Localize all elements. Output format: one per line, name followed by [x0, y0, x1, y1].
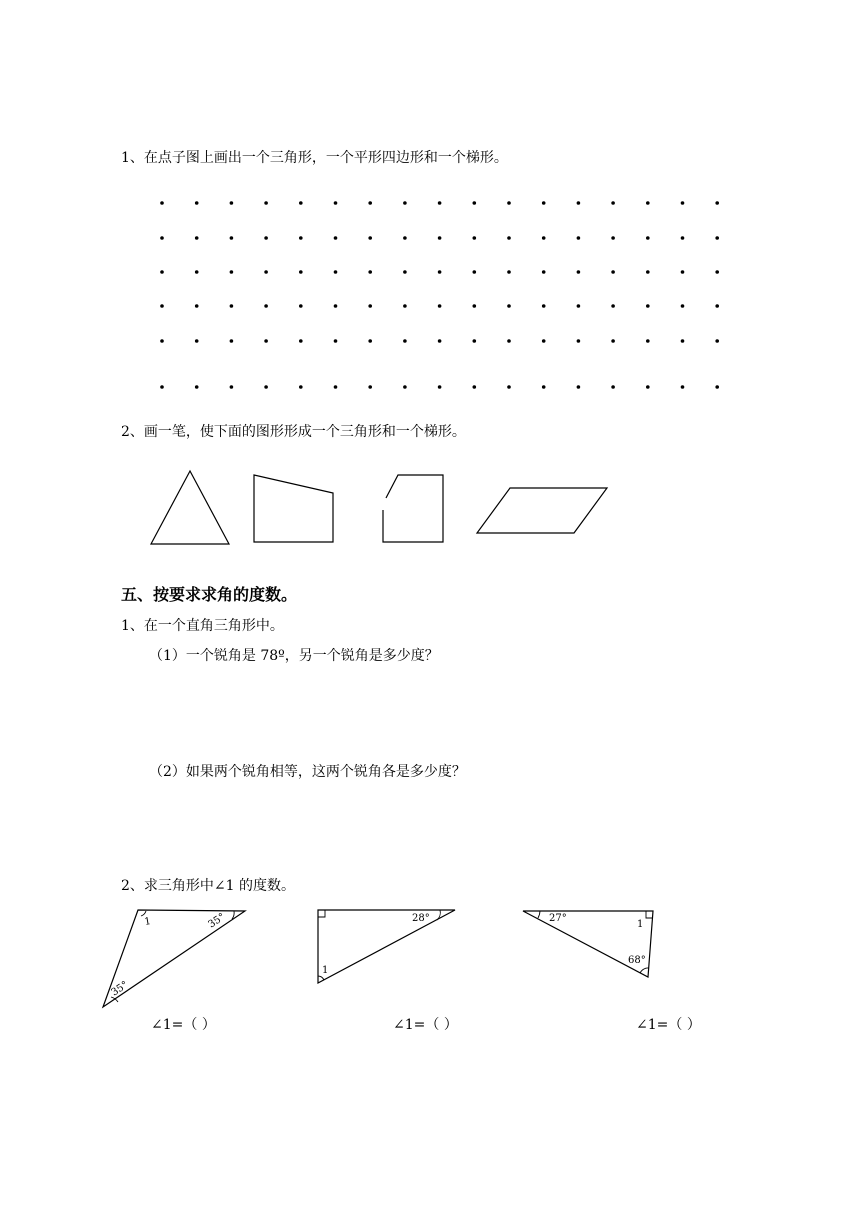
question-1-text: 1、在点子图上画出一个三角形，一个平形四边形和一个梯形。 — [121, 150, 508, 166]
triangle-2-angle-1-label: 1 — [322, 965, 329, 976]
triangle-3 — [523, 911, 653, 977]
triangle-3-angle-bottom-label: 68° — [628, 955, 646, 966]
triangle-2-answer-blank[interactable]: ∠1=（ ） — [393, 1017, 458, 1033]
triangle-1-angle-top-label: 35° — [206, 911, 228, 931]
section-5-sub-2: 2、求三角形中∠1 的度数。 — [121, 878, 295, 894]
section-5-sub-1-part-2: （2）如果两个锐角相等，这两个锐角各是多少度？ — [149, 764, 466, 780]
triangle-3-answer-blank[interactable]: ∠1=（ ） — [636, 1017, 701, 1033]
triangle-1 — [103, 910, 245, 1007]
triangle-3-angle-left-label: 27° — [549, 913, 567, 924]
triangle-2 — [318, 910, 455, 983]
section-5-sub-1: 1、在一个直角三角形中。 — [121, 618, 284, 634]
question-2-text: 2、画一笔，使下面的图形形成一个三角形和一个梯形。 — [121, 424, 466, 440]
triangle-2-angle-label: 28° — [412, 913, 430, 924]
triangle-1-angle-1-label: 1 — [143, 916, 152, 928]
section-5-sub-1-part-1: （1）一个锐角是 78º，另一个锐角是多少度？ — [149, 648, 439, 664]
triangle-1-answer-blank[interactable]: ∠1=（ ） — [151, 1017, 216, 1033]
triangle-3-angle-1-label: 1 — [637, 919, 644, 930]
section-5-title: 五、按要求求角的度数。 — [121, 585, 298, 604]
triangle-1-angle-bottom-label: 35° — [109, 979, 131, 999]
